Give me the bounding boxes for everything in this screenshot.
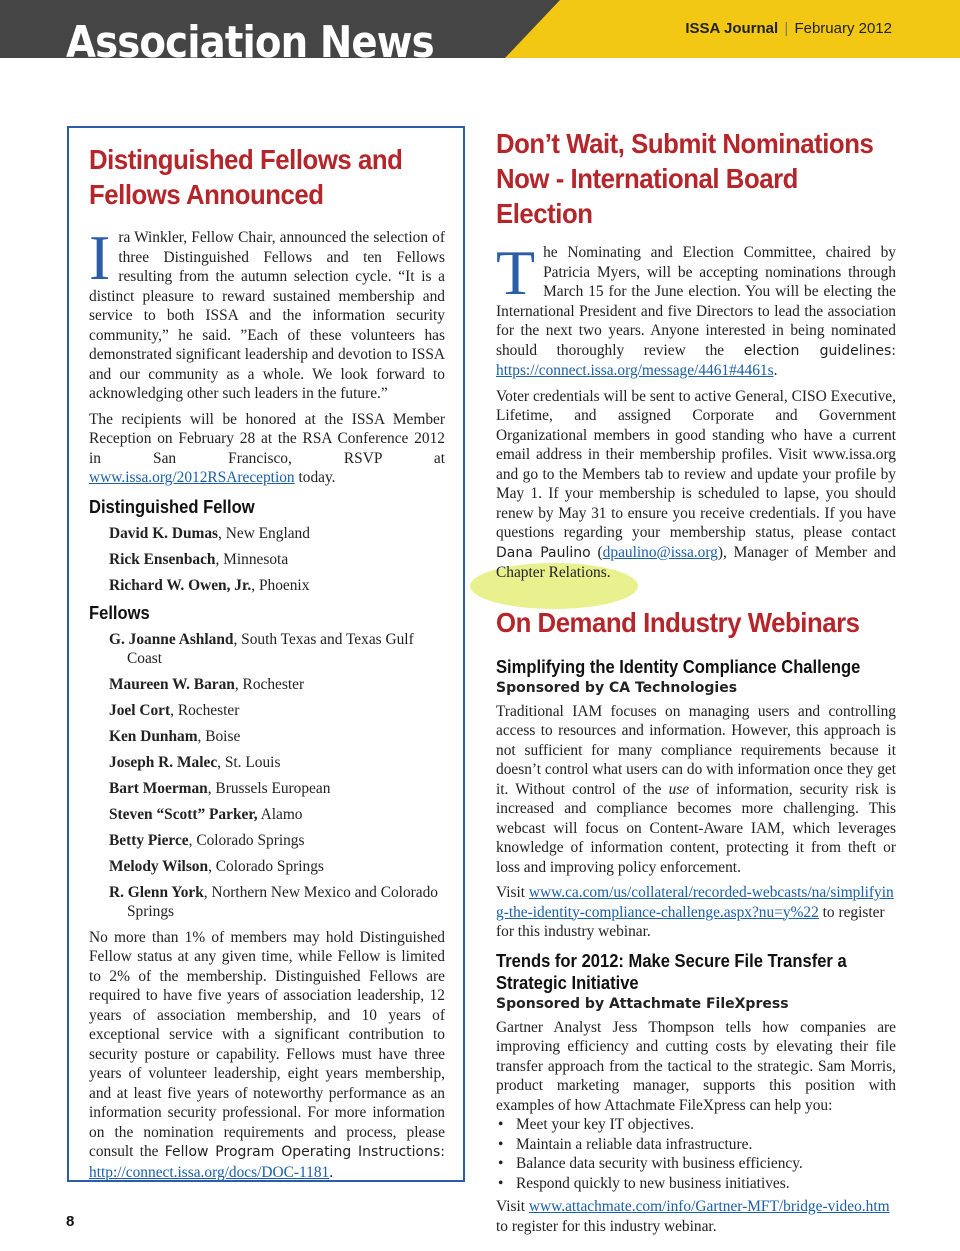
nominations-para xyxy=(496,237,897,381)
webinar1-visit-end: to register for this industry webinar. xyxy=(496,903,885,940)
person-location: , Minnesota xyxy=(215,550,289,568)
requirements-end: . xyxy=(329,1163,334,1181)
person-name: Betty Pierce xyxy=(109,831,189,849)
person-name: Melody Wilson xyxy=(109,857,209,875)
credentials-end: ), Manager of Member and Chapter Relations. xyxy=(496,543,896,581)
credentials-para xyxy=(496,387,896,583)
person-name: Joseph R. Malec xyxy=(109,753,218,771)
fellows-list xyxy=(89,630,445,921)
fellows-body xyxy=(89,222,445,488)
person-name: Rick Ensenbach xyxy=(109,550,216,568)
drop-cap: I xyxy=(89,222,111,293)
webinar1-title: Simplifying the Identity Compliance Challenge xyxy=(496,656,861,677)
webinar2-description: Gartner Analyst Jess Thompson tells how companies are improving efficiency and cutting costs by elevating their file transfer approach from the tactical to the strategic. Sam Morris, product marketing manager, supports this position with examples of how Attachmate FileXpress can help you: xyxy=(496,1018,896,1114)
journal-name: ISSA Journal xyxy=(685,20,779,37)
fellows-article xyxy=(89,142,445,1188)
person-name: Joel Cort xyxy=(109,701,171,719)
person-entry xyxy=(89,831,445,850)
webinar2-visit-end: to register for this industry webinar. xyxy=(496,1217,717,1235)
requirements-paragraph xyxy=(89,928,445,1183)
person-entry xyxy=(89,857,445,876)
bullet-item: • Respond quickly to new business initiatives. xyxy=(496,1174,896,1194)
person-location: , South Texas and Texas Gulf Coast xyxy=(127,630,414,667)
webinar1-description xyxy=(496,702,896,878)
credentials-text: Voter credentials will be sent to active General, CISO Executive, Lifetime, and assigned Corporate and Government Organizational members in good standing who have a current email address in their membership profiles. Visit www.issa.org and go to the Members tab to review and update your profile by May 1. If your membership is scheduled to lapse, you should renew by May 31 to ensure you receive credentials. If you have questions regarding your membership status, please contact xyxy=(496,387,896,541)
section-title: Association News xyxy=(66,17,434,68)
webinar1-visit xyxy=(496,883,896,942)
webinar1-text-a: Traditional IAM focuses on managing users and controlling access to resources and information. However, this approach is not sufficient for many compliance requirements because it doesn’t control what users can do with information once they get it. Without control of the xyxy=(496,702,896,798)
person-entry xyxy=(89,576,445,595)
person-name: Richard W. Owen, Jr. xyxy=(109,576,252,594)
person-entry xyxy=(89,701,445,720)
webinar2-bullets xyxy=(496,1115,896,1193)
reception-end: today. xyxy=(298,469,336,486)
reception-text: The recipients will be honored at the ISSA Member Reception on February 28 at the RSA Conference 2012 in San Francisco, RSVP at xyxy=(89,410,445,467)
webinar2-sponsor: Sponsored by Attachmate FileXpress xyxy=(496,995,789,1012)
person-location: , Phoenix xyxy=(251,576,310,594)
webinar1-text-b: of information, security risk is increased and compliance becomes more challenging. This webcast will focus on Content-Aware IAM, which leverages knowledge of information content, protecting it from theft or loss and improving policy enforcement. xyxy=(496,780,896,876)
person-name: David K. Dumas xyxy=(109,524,219,542)
issue-date: February 2012 xyxy=(794,20,892,37)
page-number: 8 xyxy=(66,1213,75,1230)
person-name: G. Joanne Ashland xyxy=(109,630,234,648)
webinar1-emphasis: use xyxy=(668,780,690,798)
webinar2-link[interactable]: www.attachmate.com/info/Gartner-MFT/bridge-video.htm xyxy=(528,1198,890,1215)
person-name: Maureen W. Baran xyxy=(109,675,235,693)
person-name: R. Glenn York xyxy=(109,883,204,901)
election-guidelines-link[interactable]: https://connect.issa.org/message/4461#4461s xyxy=(496,362,774,379)
nominations-headline: Don’t Wait, Submit Nominations Now - International Board Election xyxy=(496,128,874,229)
right-column xyxy=(496,126,896,1242)
nominations-text: he Nominating and Election Committee, chaired by Patricia Myers, will be accepting nominations through March 15 for the June election. You will be electing the International President and five Directors to lead the association for the next two years. Anyone interested in being nominated should thoroughly review the xyxy=(496,244,896,359)
requirements-text-block xyxy=(89,928,445,1183)
person-entry xyxy=(89,883,445,921)
person-entry xyxy=(89,524,445,543)
journal-issue xyxy=(685,20,892,37)
program-instructions-label: Fellow Program Operating Instructions: xyxy=(164,1144,445,1160)
webinars-heading: On Demand Industry Webinars xyxy=(496,606,860,638)
contact-name: Dana Paulino xyxy=(496,544,591,561)
person-name: Steven “Scott” Parker, xyxy=(109,805,258,823)
webinar1-sponsor: Sponsored by CA Technologies xyxy=(496,679,738,696)
nominations-end: . xyxy=(773,362,778,379)
person-location: , Colorado Springs xyxy=(208,857,324,875)
person-entry xyxy=(89,779,445,798)
person-entry xyxy=(89,727,445,746)
webinar2-title: Trends for 2012: Make Secure File Transfer a Strategic Initiative xyxy=(496,950,847,993)
person-location: , St. Louis xyxy=(217,753,281,771)
fellows-headline: Distinguished Fellows and Fellows Announced xyxy=(89,144,403,210)
webinar2-visit xyxy=(496,1197,896,1236)
reception-link[interactable]: www.issa.org/2012RSAreception xyxy=(89,469,295,486)
webinar2-visit-block xyxy=(496,1197,896,1236)
person-location: , Brussels European xyxy=(207,779,331,797)
program-instructions-link[interactable]: http://connect.issa.org/docs/DOC-1181 xyxy=(89,1163,330,1181)
fellows-intro xyxy=(89,222,445,404)
person-location: Alamo xyxy=(257,805,303,823)
requirements-text: No more than 1% of members may hold Distinguished Fellow status at any given time, while Fellow is limited to 2% of the membership. Distinguished Fellows are required to have five years of association leadership, 12 years of association membership, and 10 years of exceptional service with a significant contribution to security posture or capability. Fellows must have three years of volunteer leadership, eight years membership, and at least five years of noteworthy performance as an information security professional. For more information on the nomination requirements and process, please consult the xyxy=(89,928,445,1160)
webinar1-link[interactable]: www.ca.com/us/collateral/recorded-webcasts/na/simplifying-the-identity-compliance-challenge.aspx?nu=y%22 xyxy=(496,884,894,921)
distinguished-heading: Distinguished Fellow xyxy=(89,496,255,517)
fellows-heading: Fellows xyxy=(89,602,150,623)
person-entry xyxy=(89,805,445,824)
person-name: Bart Moerman xyxy=(109,779,208,797)
bullet-item: • Balance data security with business efficiency. xyxy=(496,1154,896,1174)
reception-paragraph xyxy=(89,410,445,488)
person-location: , Boise xyxy=(197,727,241,745)
person-entry xyxy=(89,630,445,668)
webinar2-visit-label: Visit xyxy=(496,1198,526,1215)
person-name: Ken Dunham xyxy=(109,727,198,745)
header-separator: | xyxy=(784,20,789,37)
nominations-body xyxy=(496,237,897,583)
person-location: , Rochester xyxy=(170,701,240,719)
webinar1-visit-label: Visit xyxy=(496,884,526,901)
bullet-item: • Maintain a reliable data infrastructure. xyxy=(496,1135,896,1155)
webinar2-body xyxy=(496,1018,896,1116)
webinar1-body xyxy=(496,702,896,942)
election-guidelines-label: election guidelines: xyxy=(743,342,897,359)
distinguished-list xyxy=(89,524,445,595)
person-location: , Rochester xyxy=(234,675,305,693)
contact-paren: ( xyxy=(590,543,603,561)
person-entry xyxy=(89,675,445,694)
fellows-intro-text: ra Winkler, Fellow Chair, announced the selection of three Distinguished Fellows and ten Fellows resulting from the autumn selection cycle. “It is a distinct pleasure to reward sustained membership and service to both ISSA and the information security community,” he said. ”Each of these volunteers has demonstrated significant leadership and devotion to ISSA and our community as a whole. We look forward to acknowledging other such leaders in the future.” xyxy=(89,229,445,402)
person-entry xyxy=(89,550,445,569)
drop-cap: T xyxy=(496,237,536,308)
person-location: , Colorado Springs xyxy=(188,831,305,849)
person-location: , New England xyxy=(218,524,310,542)
contact-email-link[interactable]: dpaulino@issa.org xyxy=(602,543,718,561)
person-entry xyxy=(89,753,445,772)
person-location: , Northern New Mexico and Colorado Springs xyxy=(127,883,438,920)
bullet-item: • Meet your key IT objectives. xyxy=(496,1115,896,1135)
